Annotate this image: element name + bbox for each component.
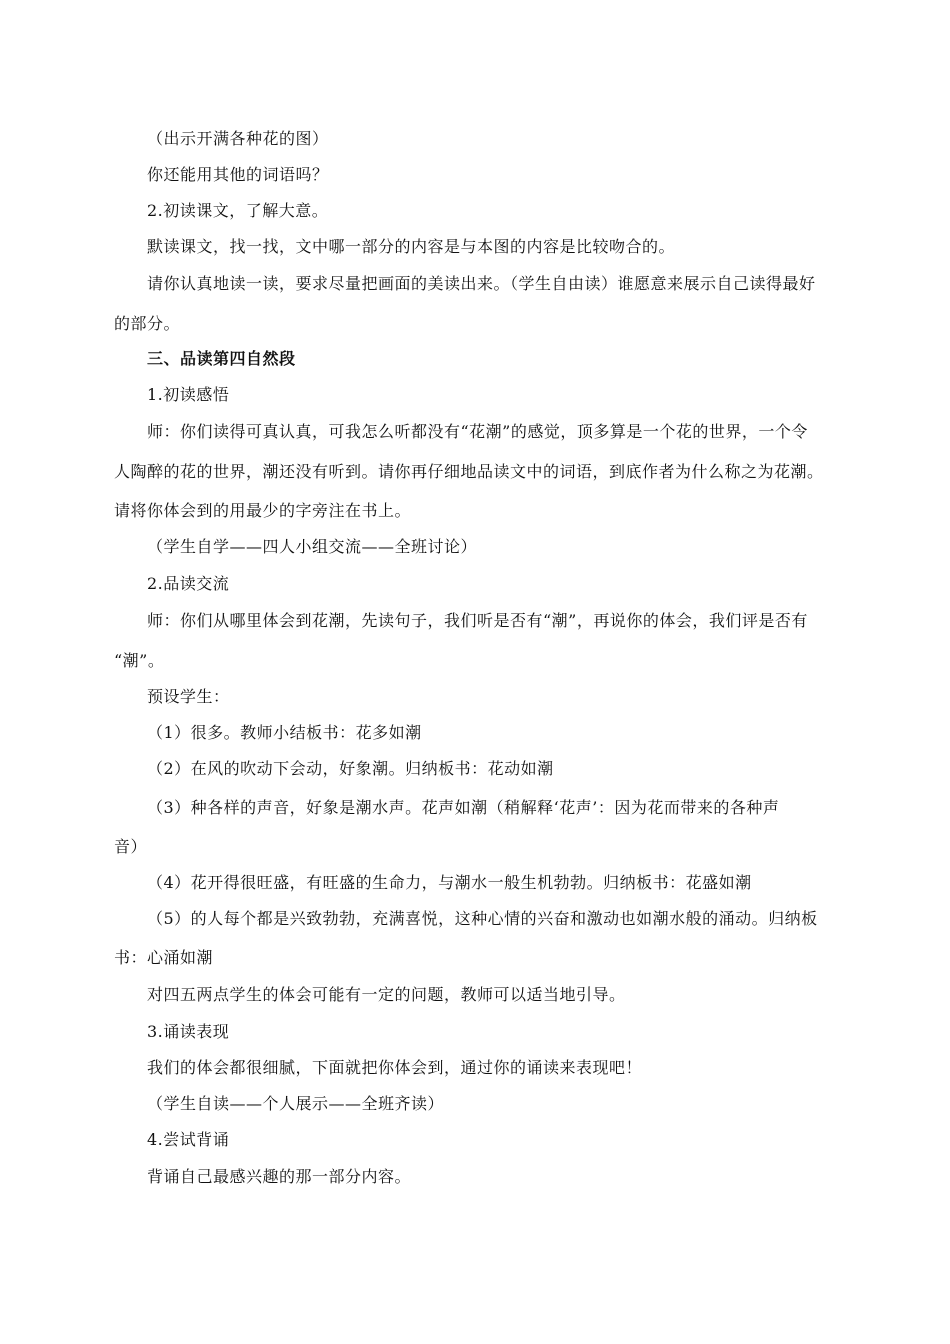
- text-line: 对四五两点学生的体会可能有一定的问题，教师可以适当地引导。: [147, 985, 626, 1004]
- text-line: 师：你们读得可真认真，可我怎么听都没有“花潮”的感觉，顶多算是一个花的世界，一个令: [147, 422, 808, 441]
- text-line: （出示开满各种花的图）: [147, 129, 329, 148]
- text-line: 你还能用其他的词语吗？: [147, 165, 329, 184]
- text-line: 书：心涌如潮: [114, 948, 214, 967]
- text-line: 默读课文，找一找，文中哪一部分的内容是与本图的内容是比较吻合的。: [147, 237, 676, 256]
- text-line: （学生自读——个人展示——全班齐读）: [147, 1094, 445, 1113]
- text-line: （学生自学——四人小组交流——全班讨论）: [147, 537, 478, 556]
- section-heading: 三、品读第四自然段: [147, 349, 296, 368]
- text-line: 2.品读交流: [147, 574, 230, 593]
- text-line: 4.尝试背诵: [147, 1130, 230, 1149]
- text-line: 人陶醉的花的世界，潮还没有听到。请你再仔细地品读文中的词语，到底作者为什么称之为花潮。: [114, 462, 824, 481]
- text-line: （3）种各样的声音，好象是潮水声。花声如潮（稍解释‘花声’：因为花而带来的各种声: [147, 798, 780, 817]
- text-line: （5）的人每个都是兴致勃勃，充满喜悦，这种心情的兴奋和激动也如潮水般的涌动。归纳板: [147, 909, 818, 928]
- text-line: 背诵自己最感兴趣的那一部分内容。: [147, 1167, 412, 1186]
- text-line: 的部分。: [114, 314, 181, 333]
- text-line: 请你认真地读一读，要求尽量把画面的美读出来。（学生自由读）谁愿意来展示自己读得最好: [147, 274, 816, 293]
- text-line: 1.初读感悟: [147, 385, 230, 404]
- text-line: 我们的体会都很细腻，下面就把你体会到，通过你的诵读来表现吧！: [147, 1058, 643, 1077]
- text-line: 师：你们从哪里体会到花潮，先读句子，我们听是否有“潮”，再说你的体会，我们评是否有: [147, 611, 808, 630]
- text-line: 2.初读课文，了解大意。: [147, 201, 329, 220]
- text-line: （1）很多。教师小结板书：花多如潮: [147, 723, 422, 742]
- text-line: （4）花开得很旺盛，有旺盛的生命力，与潮水一般生机勃勃。归纳板书：花盛如潮: [147, 873, 752, 892]
- text-line: 3.诵读表现: [147, 1022, 230, 1041]
- text-line: （2）在风的吹动下会动，好象潮。归纳板书：花动如潮: [147, 759, 554, 778]
- text-line: 预设学生：: [147, 687, 230, 706]
- text-line: “潮”。: [114, 651, 165, 670]
- text-line: 音）: [114, 837, 148, 856]
- text-line: 请将你体会到的用最少的字旁注在书上。: [114, 501, 412, 520]
